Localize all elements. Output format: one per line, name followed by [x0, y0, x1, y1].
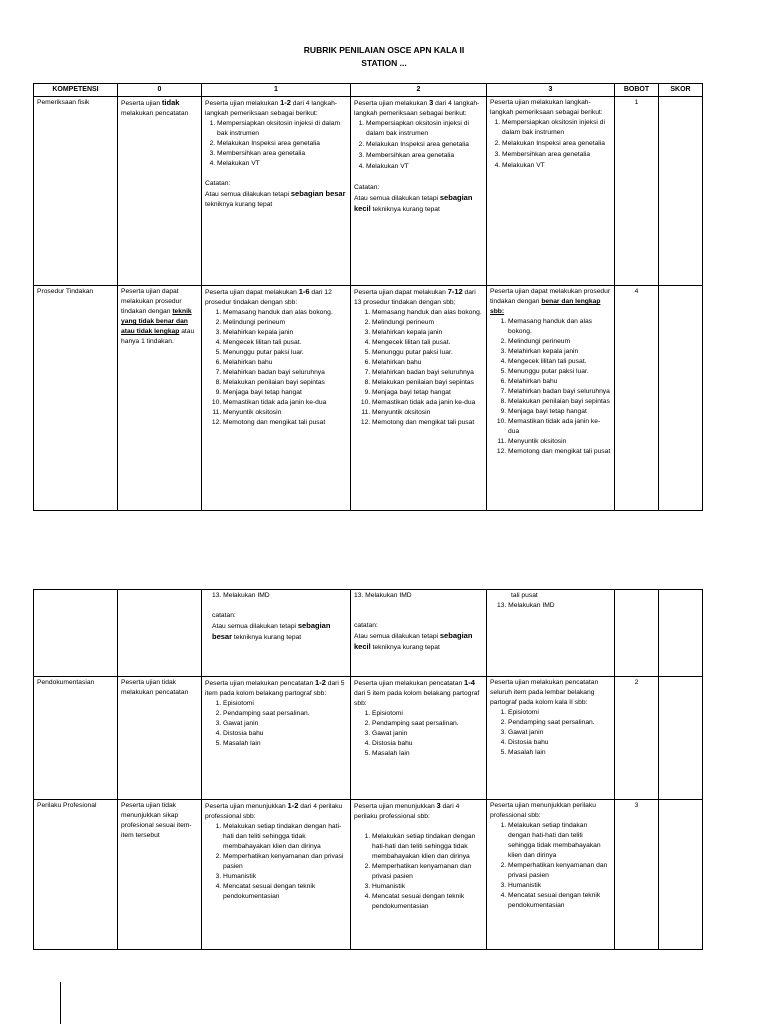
cell-text: Peserta ujian melakukan	[354, 100, 430, 107]
cell-text: dari 13 prosedur tindakan dengan sbb;	[354, 289, 476, 306]
list-item: 2. Pendamping saat persalinan.	[372, 719, 483, 729]
score-3-cell	[487, 286, 615, 511]
list-item: 11. Menyuntik oksitosin	[372, 408, 483, 418]
list-item: 2. Memperhatikan kenyamanan dan privasi pasien	[223, 852, 347, 872]
list-item: 3. Melahirkan kepala janin	[508, 347, 611, 357]
kompetensi-cell: Pemeriksaan fisik	[34, 97, 118, 286]
list-item: 9. Menjaga bayi tetap hangat	[223, 388, 347, 398]
bobot-cell: 2	[615, 677, 659, 800]
procedure-list	[205, 308, 347, 428]
list-item: 3. Membersihkan area genetalia	[502, 150, 611, 160]
rubric-table-page-1	[33, 83, 703, 511]
list-item: 1. Mempersiapkan oksitosin injeksi di dalam bak instrumen	[366, 119, 483, 139]
list-item: 5. Menunggu putar paksi luar.	[223, 348, 347, 358]
skor-cell[interactable]	[659, 97, 703, 286]
list-item: 6. Melahirkan bahu	[223, 358, 347, 368]
list-item: 1. Melakukan setiap tindakan dengan hati-hati dan teliti sehingga tidak membahayakan klien dan dirinya	[508, 821, 611, 861]
emphasis-text: 7-12	[447, 287, 463, 296]
list-item: 11. Menyuntik oksitosin	[223, 408, 347, 418]
emphasis-text: sebagian besar	[212, 621, 331, 641]
cell-text: Atau semua dilakukan tetapi	[212, 623, 298, 630]
note-text	[212, 621, 347, 643]
score-2-cell	[351, 590, 487, 677]
cell-text: dari 5 item pada kolom belakang partograf sbb:	[205, 680, 345, 697]
cell-intro	[205, 287, 347, 308]
row-prosedur-tindakan	[34, 286, 703, 511]
cell-text: melakukan pencatatan	[121, 110, 189, 117]
cell-text: tekniknya kurang tepat	[205, 201, 273, 208]
list-item: 6. Melahirkan bahu	[372, 358, 483, 368]
skor-cell[interactable]	[659, 800, 703, 950]
list-item: 5. Masalah lain	[508, 748, 611, 758]
list-item: 3. Humanistik	[372, 882, 483, 892]
emphasis-text: 1-6	[298, 287, 310, 296]
cell-text: Peserta ujian dapat melakukan prosedur tindakan dengan	[121, 288, 182, 315]
cell-text: Atau semua dilakukan tetapi	[354, 195, 440, 202]
cell-text: Peserta ujian menunjukkan	[205, 803, 288, 810]
cell-intro: Peserta ujian menunjukkan perilaku professional sbb:	[490, 802, 596, 819]
underlined-text: teknik yang tidak benar dan atau tidak lengkap	[121, 308, 192, 335]
cell-text: Peserta ujian melakukan	[205, 100, 281, 107]
list-item: 1. Mempersiapkan oksitosin injeksi di dalam bak instrumen	[502, 118, 611, 138]
emphasis-text: sebagian besar	[290, 189, 346, 198]
score-2-cell	[351, 677, 487, 800]
list-item: 5. Masalah lain	[223, 739, 347, 749]
item-list	[205, 699, 347, 749]
cell-intro	[490, 287, 611, 317]
list-item: 5. Menunggu putar paksi luar.	[508, 367, 611, 377]
kompetensi-cell: Pendokumentasian	[34, 677, 118, 800]
list-item: 9. Menjaga bayi tetap hangat	[508, 407, 611, 417]
list-item: 2. Melindungi perineum	[508, 337, 611, 347]
header-skor: SKOR	[659, 84, 703, 97]
list-item: 3. Gawat janin	[508, 728, 611, 738]
cell-text: Peserta ujian dapat melakukan prosedur tindakan dengan	[490, 288, 611, 305]
document-subtitle: STATION ...	[361, 58, 407, 68]
list-item: 2. Pendamping saat persalinan.	[508, 718, 611, 728]
list-item: 4. Distosia bahu	[372, 739, 483, 749]
cell-text: atau hanya 1 tindakan.	[121, 328, 195, 345]
list-item: 13. Melakukan IMD	[354, 592, 412, 599]
list-item: 3. Membersihkan area genetalia	[217, 149, 347, 159]
list-item: 4. Mengecek lilitan tali pusat.	[223, 338, 347, 348]
list-item: 2. Melakukan Inspeksi area genetalia	[217, 139, 347, 149]
cell-text: dari 4 langkah-langkah pemeriksaan sebagai berikut:	[205, 100, 338, 117]
cell-text: Peserta ujian	[121, 100, 162, 107]
list-item: 4. Mencatat sesuai dengan teknik pendokumentasian	[223, 882, 347, 902]
list-item: 3. Melahirkan kepala janin	[372, 328, 483, 338]
list-item: 1. Melakukan setiap tindakan dengan hati-hati dan teliti sehingga tidak membahayakan klien dan dirinya	[372, 832, 483, 862]
list-item: 4. Distosia bahu	[508, 738, 611, 748]
cell-text: Peserta ujian melakukan pencatatan	[205, 680, 316, 687]
list-item: 5. Masalah lain	[372, 749, 483, 759]
score-1-cell	[202, 286, 351, 511]
cell-intro	[205, 801, 347, 822]
list-item: 2. Melakukan Inspeksi area genetalia	[366, 140, 483, 150]
list-item: 8. Melakukan penilaian bayi sepintas	[372, 378, 483, 388]
row-perilaku-profesional	[34, 800, 703, 950]
list-item: 2. Melindungi perineum	[223, 318, 347, 328]
cell-text: dari 4 perilaku professional sbb:	[354, 803, 460, 820]
list-item: 1. Memasang handuk dan alas bokong.	[508, 317, 611, 337]
list-item: 1. Memasang handuk dan alas bokong.	[223, 308, 347, 318]
list-item: 3. Humanistik	[508, 881, 611, 891]
list-item: 5. Menunggu putar paksi luar.	[372, 348, 483, 358]
cell-intro	[354, 678, 483, 709]
cell-text: dari 12 prosedur tindakan dengan sbb:	[205, 289, 332, 306]
kompetensi-cell: Perilaku Profesional	[34, 800, 118, 950]
header-score-0: 0	[118, 84, 202, 97]
emphasis-text: 1-4	[464, 678, 475, 687]
emphasis-text: 1-2	[280, 98, 291, 107]
cell-text: dari 5 item pada kolom belakang partograf sbb:	[354, 690, 480, 707]
list-item: 11. Menyuntik oksitosin	[508, 437, 611, 447]
list-item: 10. Memastikan tidak ada janin ke-dua	[372, 398, 483, 408]
list-item: 4. Melakukan VT	[217, 159, 347, 169]
list-item: 1. Episiotomi	[508, 708, 611, 718]
skor-cell[interactable]	[659, 590, 703, 677]
criteria-list	[205, 119, 347, 169]
list-item: 4. Melakukan VT	[502, 161, 611, 171]
score-2-cell	[351, 97, 487, 286]
score-0-cell: Peserta ujian tidak menunjukkan sikap profesional sesuai item-item tersebut	[118, 800, 202, 950]
procedure-list	[490, 317, 611, 457]
list-item: 3. Melahirkan kepala janin	[223, 328, 347, 338]
emphasis-text: 1-2	[315, 678, 326, 687]
list-item: 9. Menjaga bayi tetap hangat	[372, 388, 483, 398]
kompetensi-cell	[34, 590, 118, 677]
list-item: 2. Memperhatikan kenyamanan dan privasi pasien	[372, 862, 483, 882]
bobot-cell: 4	[615, 286, 659, 511]
list-item: 1. Episiotomi	[372, 709, 483, 719]
list-item: 4. Mencatat sesuai dengan teknik pendokumentasian	[372, 892, 483, 912]
bobot-cell: 1	[615, 97, 659, 286]
list-item: 12. Memotong dan mengikat tali pusat	[372, 418, 483, 428]
cell-text: Atau semua dilakukan tetapi	[354, 633, 440, 640]
cell-text: Atau semua dilakukan tetapi	[205, 191, 291, 198]
score-3-cell	[487, 97, 615, 286]
emphasis-text: sebagian kecil	[354, 631, 473, 651]
row-pemeriksaan-fisik	[34, 97, 703, 286]
header-score-1: 1	[202, 84, 351, 97]
cell-intro	[354, 98, 483, 119]
cell-intro: Peserta ujian melakukan pencatatan seluruh item pada lembar belakang partograf pada kolom kala II sbb:	[490, 679, 599, 706]
score-0-cell	[118, 590, 202, 677]
score-1-cell	[202, 677, 351, 800]
list-item: 1. Melakukan setiap tindakan dengan hati-hati dan teliti sehingga tidak membahayakan klien dan dirinya	[223, 822, 347, 852]
skor-cell[interactable]	[659, 677, 703, 800]
emphasis-text: 3	[429, 98, 434, 107]
cell-text: dari 4 perilaku professional sbb:	[205, 803, 343, 820]
list-item: 8. Melakukan penilaian bayi sepintas	[508, 397, 611, 407]
list-item: 7. Melahirkan badan bayi seluruhnya	[508, 387, 611, 397]
header-row	[34, 84, 703, 97]
list-item: 1. Mempersiapkan oksitosin injeksi di dalam bak instrumen	[217, 119, 347, 139]
cell-text: Peserta ujian melakukan pencatatan	[354, 680, 465, 687]
cell-text: tekniknya kurang tepat	[370, 206, 440, 213]
header-score-3: 3	[487, 84, 615, 97]
score-0-cell	[118, 97, 202, 286]
list-item: 6. Melahirkan bahu	[508, 377, 611, 387]
list-item: 13. Melakukan IMD	[212, 592, 270, 599]
item-list	[354, 709, 483, 759]
row-prosedur-continued	[34, 590, 703, 677]
list-item: 10. Memastikan tidak ada janin ke-dua	[508, 417, 611, 437]
rubric-table-page-2	[33, 589, 703, 950]
score-1-cell	[202, 590, 351, 677]
list-item: 4. Mengecek lilitan tali pusat.	[508, 357, 611, 367]
list-item: 3. Humanistik	[223, 872, 347, 882]
list-item: 1. Memasang handuk dan alas bokong.	[372, 308, 483, 318]
header-score-2: 2	[351, 84, 487, 97]
cell-intro	[205, 678, 347, 699]
cell-text: Peserta ujian dapat melakukan	[205, 289, 299, 296]
procedure-list	[354, 308, 483, 428]
score-0-cell	[118, 286, 202, 511]
list-item: 1. Episiotomi	[223, 699, 347, 709]
score-1-cell	[202, 97, 351, 286]
header-bobot: BOBOT	[615, 84, 659, 97]
score-2-cell	[351, 800, 487, 950]
list-item: 8. Melakukan penilaian bayi sepintas	[223, 378, 347, 388]
document-title: RUBRIK PENILAIAN OSCE APN KALA II	[303, 45, 465, 55]
skor-cell[interactable]	[659, 286, 703, 511]
cell-text: dari 4 langkah-langkah pemeriksaan sebagai berikut:	[354, 100, 480, 117]
row-pendokumentasian	[34, 677, 703, 800]
emphasis-text: sebagian kecil	[354, 193, 473, 213]
list-item: 13. Melakukan IMD	[497, 602, 555, 609]
header-kompetensi: KOMPETENSI	[34, 84, 118, 97]
page-margin-line	[60, 982, 61, 1024]
score-2-cell	[351, 286, 487, 511]
list-item: 2. Pendamping saat persalinan.	[223, 709, 347, 719]
emphasis-text: tidak	[161, 98, 180, 107]
emphasis-text: 1-2	[287, 801, 299, 810]
list-item: 12. Memotong dan mengikat tali pusat	[508, 447, 611, 457]
behavior-list	[205, 822, 347, 902]
cell-intro	[205, 98, 347, 119]
note-label: catatan:	[212, 612, 236, 619]
list-item: 7. Melahirkan badan bayi seluruhnya	[223, 368, 347, 378]
cell-intro: Peserta ujian melakukan langkah-langkah pemeriksaan sebagai berikut:	[490, 99, 603, 116]
list-item: 2. Melakukan Inspeksi area genetalia	[502, 139, 611, 149]
behavior-list	[354, 832, 483, 912]
list-item: 7. Melahirkan badan bayi seluruhnya	[372, 368, 483, 378]
list-item: 4. Distosia bahu	[223, 729, 347, 739]
cell-text: Peserta ujian dapat melakukan	[354, 289, 448, 296]
list-item: 4. Mencatat sesuai dengan teknik pendokumentasian	[508, 891, 611, 911]
cell-intro	[354, 287, 483, 308]
list-item: 3. Membersihkan area genetalia	[366, 151, 483, 161]
item-list	[490, 708, 611, 758]
note-text	[354, 631, 483, 653]
emphasis-text: 3	[436, 801, 441, 810]
note-label: Catatan:	[205, 180, 231, 187]
list-item: 2. Memperhatikan kenyamanan dan privasi pasien	[508, 861, 611, 881]
list-item: 4. Mengecek lilitan tali pusat.	[372, 338, 483, 348]
list-item: 2. Melindungi perineum	[372, 318, 483, 328]
bobot-cell: 3	[615, 800, 659, 950]
list-item: 10. Memastikan tidak ada janin ke-dua	[223, 398, 347, 408]
cell-text: tekniknya kurang tepat	[232, 634, 302, 641]
criteria-list	[490, 118, 611, 171]
list-item: 12. Memotong dan mengikat tali pusat	[223, 418, 347, 428]
note-label: Catatan:	[354, 184, 380, 191]
list-item-tail: tali pusat	[511, 592, 538, 599]
note-text	[354, 193, 483, 215]
note-label: catatan:	[354, 622, 378, 629]
cell-text: tekniknya kurang tepat	[370, 644, 440, 651]
kompetensi-cell: Prosedur Tindakan	[34, 286, 118, 511]
note-text	[205, 189, 347, 210]
cell-text: Peserta ujian menunjukkan	[354, 803, 437, 810]
score-3-cell	[487, 590, 615, 677]
score-3-cell	[487, 800, 615, 950]
cell-intro	[354, 801, 483, 822]
bobot-cell	[615, 590, 659, 677]
behavior-list	[490, 821, 611, 911]
list-item: 3. Gawat janin	[223, 719, 347, 729]
criteria-list	[354, 119, 483, 172]
score-0-cell: Peserta ujian tidak melakukan pencatatan	[118, 677, 202, 800]
score-1-cell	[202, 800, 351, 950]
score-3-cell	[487, 677, 615, 800]
list-item: 3. Gawat janin	[372, 729, 483, 739]
underlined-text: benar dan lengkap sbb:	[490, 298, 601, 315]
list-item: 4. Melakukan VT	[366, 162, 483, 172]
